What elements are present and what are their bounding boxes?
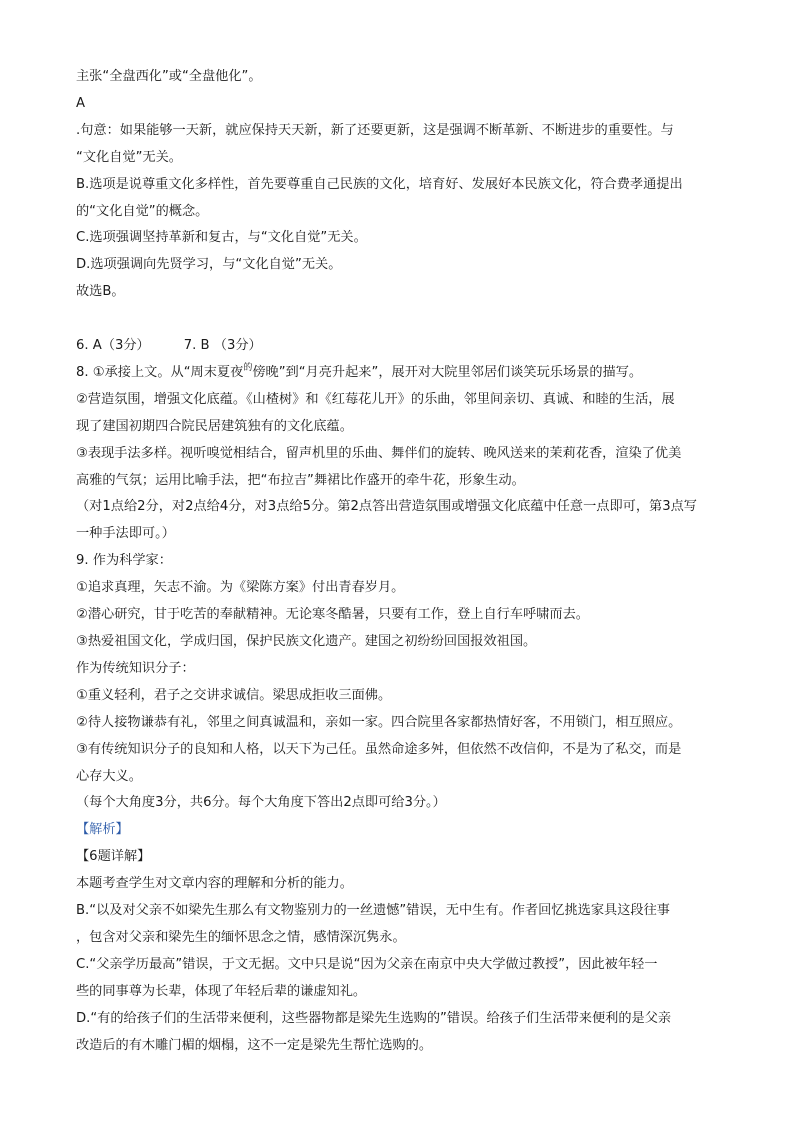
text-line: ③有传统知识分子的良知和人格，以天下为己任。虽然命途多舛，但依然不改信仰，不是为了私交，而是 [76, 741, 682, 757]
text-line: ③热爱祖国文化，学成归国，保护民族文化遗产。建国之初纷纷回国报效祖国。 [76, 634, 537, 650]
text-line: ③表现手法多样。视听嗅觉相结合，留声机里的乐曲、舞伴们的旋转、晚风送来的茉莉花香，渲染了优美 [76, 445, 682, 461]
text-line: ①追求真理，矢志不渝。为《梁陈方案》付出青春岁月。 [76, 580, 405, 596]
text-line: D.选项强调向先贤学习，与“文化自觉”无关。 [76, 257, 342, 273]
paragraph-gap [76, 306, 722, 333]
text-line: 的“文化自觉”的概念。 [76, 203, 209, 219]
text-line: 本题考查学生对文章内容的理解和分析的能力。 [76, 876, 353, 892]
text-line: 作为传统知识分子： [76, 660, 195, 676]
text-line: 一种手法即可。） [76, 526, 175, 542]
text-line: 高雅的气氛；运用比喻手法，把“布拉吉”舞裙比作盛开的牵牛花，形象生动。 [76, 472, 525, 488]
text-line: ②待人接物谦恭有礼，邻里之间真诚温和，亲如一家。四合院里各家都热情好客，不用锁门，相互照应。 [76, 714, 682, 730]
answers-line-6-7 [76, 333, 722, 360]
text-line: B.选项是说尊重文化多样性，首先要尊重自己民族的文化，培育好、发展好本民族文化，符合费孝通提出 [76, 176, 683, 192]
q8-text-b: 傍晚”到“月亮升起来”，展开对大院里邻居们谈笑玩乐场景的描写。 [252, 364, 643, 380]
text-line: 主张“全盘西化”或“全盘他化”。 [76, 69, 262, 84]
text-line: ，包含对父亲和梁先生的缅怀思念之情，感情深沉隽永。 [76, 929, 406, 945]
text-line: B.“以及对父亲不如梁先生那么有文物鉴别力的一丝遗憾”错误，无中生有。作者回忆挑选家具这段往事 [76, 903, 670, 919]
text-line: ②营造氛围，增强文化底蕴。《山楂树》和《红莓花儿开》的乐曲，邻里间亲切、真诚、和睦的生活，展 [76, 391, 675, 407]
text-line: C.选项强调坚持革新和复古，与“文化自觉”无关。 [76, 230, 367, 246]
text-line: .句意：如果能够一天新，就应保持天天新，新了还要更新，这是强调不断革新、不断进步的重要性。与 [76, 122, 674, 138]
analysis-heading: 【解析】 [76, 822, 129, 838]
text-line: ①重义轻利，君子之交讲求诚信。梁思成拒收三面佛。 [76, 687, 392, 703]
text-line: 些的同事尊为长辈，体现了年轻后辈的谦虚知礼。 [76, 983, 367, 999]
text-line: （对1点给2分，对2点给4分，对3点给5分。第2点答出营造氛围或增强文化底蕴中任意一点即可，第3点写 [76, 499, 697, 515]
text-line: 9. 作为科学家： [76, 553, 172, 569]
text-line: 现了建国初期四合院民居建筑独有的文化底蕴。 [76, 418, 353, 434]
text-line: 故选B。 [76, 284, 125, 300]
text-line: （每个大角度3分，共6分。每个大角度下答出2点即可给3分。） [76, 795, 446, 811]
q8-line-1 [76, 360, 722, 387]
text-line: A [76, 95, 86, 111]
q8-text-a: 8. ①承接上文。从“周末夏夜 [76, 364, 244, 380]
answer-q6: 6. A（3分） [76, 338, 150, 354]
text-line: C.“父亲学历最高”错误，于文无据。文中只是说“因为父亲在南京中央大学做过教授”，因此被年轻一 [76, 956, 658, 972]
document-content [76, 64, 722, 1060]
text-line: 改造后的有木雕门楣的烟榻，这不一定是梁先生帮忙选购的。 [76, 1037, 433, 1053]
text-line: “文化自觉”无关。 [76, 149, 182, 165]
answer-q7: 7. B （3分） [183, 338, 262, 354]
text-line: 心存大义。 [76, 768, 142, 784]
text-line: 【6题详解】 [76, 849, 151, 865]
text-line: ②潜心研究，甘于吃苦的奉献精神。无论寒冬酷暑，只要有工作，登上自行车呼啸而去。 [76, 607, 589, 623]
q8-superscript: 的 [243, 362, 253, 373]
text-line: D.“有的给孩子们的生活带来便利，这些器物都是梁先生选购的”错误。给孩子们生活带来便利的是父亲 [76, 1010, 672, 1026]
